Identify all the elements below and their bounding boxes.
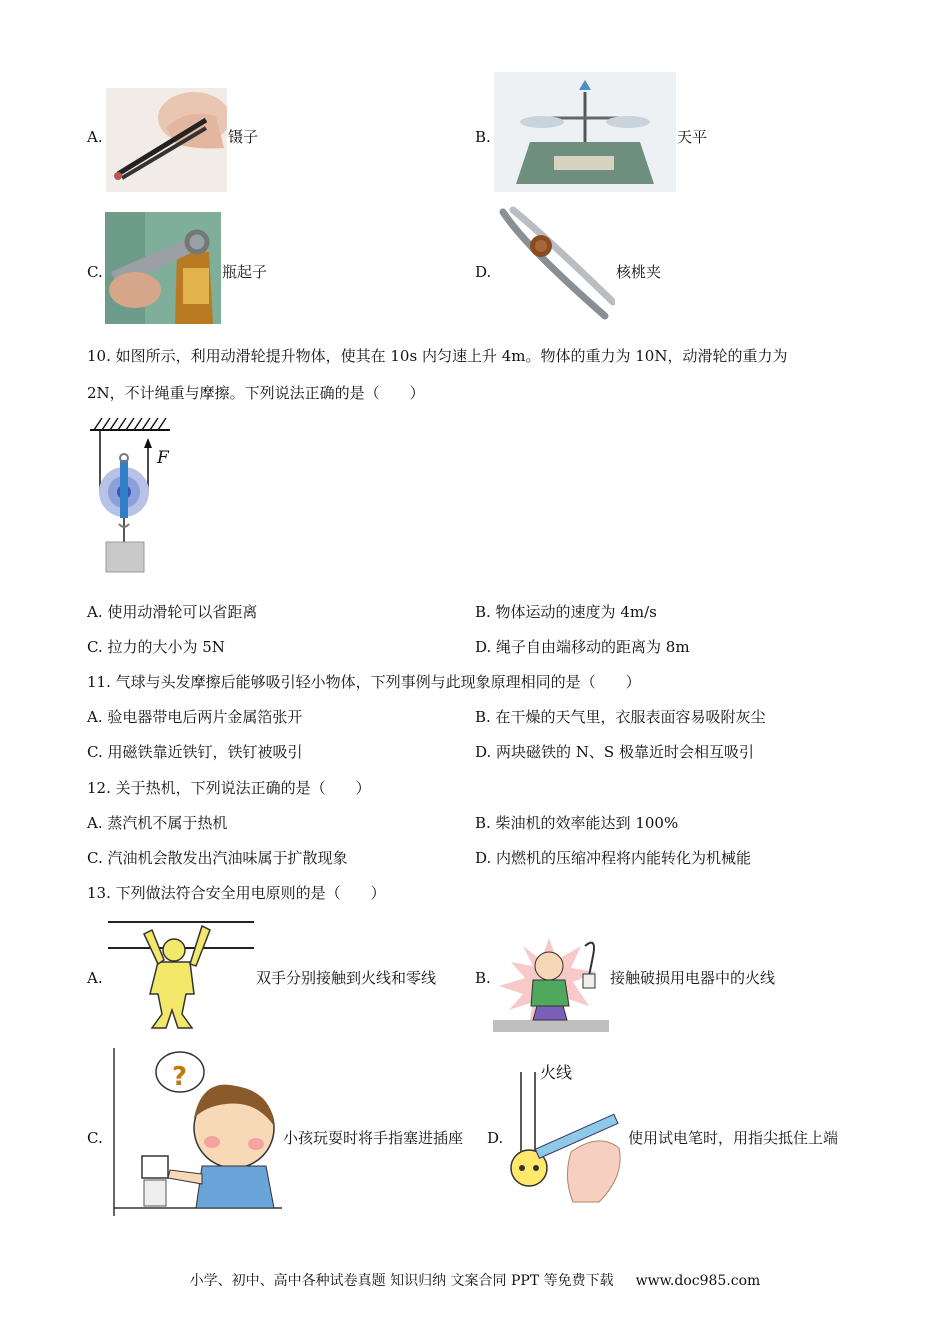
option-c-text: 瓶起子 — [222, 263, 268, 281]
q10-option-b: B. 物体运动的速度为 4m/s — [475, 603, 657, 621]
q13-option-c-label: C. — [87, 1129, 103, 1147]
q13-option-d-text: 使用试电笔时，用指尖抵住上端 — [628, 1129, 839, 1147]
q12-option-a: A. 蒸汽机不属于热机 — [87, 814, 228, 832]
tweezers-image — [106, 88, 227, 192]
q13-option-a-label: A. — [87, 969, 103, 987]
q11-option-c: C. 用磁铁靠近铁钉，铁钉被吸引 — [87, 743, 303, 761]
q13-option-c-text: 小孩玩耍时将手指塞进插座 — [283, 1129, 464, 1147]
q12-option-c: C. 汽油机会散发出汽油味属于扩散现象 — [87, 849, 348, 867]
q11-option-b: B. 在干燥的天气里，衣服表面容易吸附灰尘 — [475, 708, 766, 726]
option-a-label: A. — [87, 128, 103, 146]
live-wire-label: 火线 — [540, 1063, 573, 1082]
option-b-label: B. — [475, 128, 491, 146]
q13-stem: 13. 下列做法符合安全用电原则的是（ ） — [87, 884, 386, 902]
q13-option-a-text: 双手分别接触到火线和零线 — [256, 969, 437, 987]
person-touching-wires-image — [106, 914, 256, 1034]
q10-option-d: D. 绳子自由端移动的距离为 8m — [475, 638, 690, 656]
q11-stem: 11. 气球与头发摩擦后能够吸引轻小物体，下列事例与此现象原理相同的是（ ） — [87, 673, 641, 691]
q10-stem-line2: 2N，不计绳重与摩擦。下列说法正确的是（ ） — [87, 384, 425, 402]
child-electric-shock-image — [493, 936, 609, 1032]
q12-option-b: B. 柴油机的效率能达到 100% — [475, 814, 679, 832]
option-d-label: D. — [475, 263, 492, 281]
q10-option-a: A. 使用动滑轮可以省距离 — [87, 603, 258, 621]
footer-text: 小学、初中、高中各种试卷真题 知识归纳 文案合同 PPT 等免费下载 — [189, 1273, 614, 1289]
q10-stem-line1: 10. 如图所示，利用动滑轮提升物体，使其在 10s 内匀速上升 4m。物体的重力为 10N，动滑轮的重力为 — [87, 347, 788, 365]
option-c-label: C. — [87, 263, 103, 281]
q12-stem: 12. 关于热机，下列说法正确的是（ ） — [87, 779, 371, 797]
q13-option-b-text: 接触破损用电器中的火线 — [610, 969, 776, 987]
footer-url[interactable]: www.doc985.com — [635, 1273, 761, 1289]
bottle-opener-image — [105, 212, 221, 324]
q11-option-a: A. 验电器带电后两片金属箔张开 — [87, 708, 303, 726]
child-finger-in-socket-image — [106, 1048, 282, 1216]
nutcracker-image — [495, 206, 615, 326]
q11-option-d: D. 两块磁铁的 N、S 极靠近时会相互吸引 — [475, 743, 754, 761]
q10-option-c: C. 拉力的大小为 5N — [87, 638, 225, 656]
page-footer — [0, 1270, 950, 1290]
q13-option-d-label: D. — [487, 1129, 504, 1147]
force-label: F — [157, 448, 169, 468]
question-mark-bubble: ? — [172, 1062, 188, 1092]
option-b-text: 天平 — [677, 128, 708, 146]
option-d-text: 核桃夹 — [616, 263, 662, 281]
q12-option-d: D. 内燃机的压缩冲程将内能转化为机械能 — [475, 849, 752, 867]
option-a-text: 镊子 — [228, 128, 259, 146]
movable-pulley-diagram — [86, 412, 176, 576]
q13-option-b-label: B. — [475, 969, 491, 987]
balance-scale-image — [494, 72, 676, 192]
